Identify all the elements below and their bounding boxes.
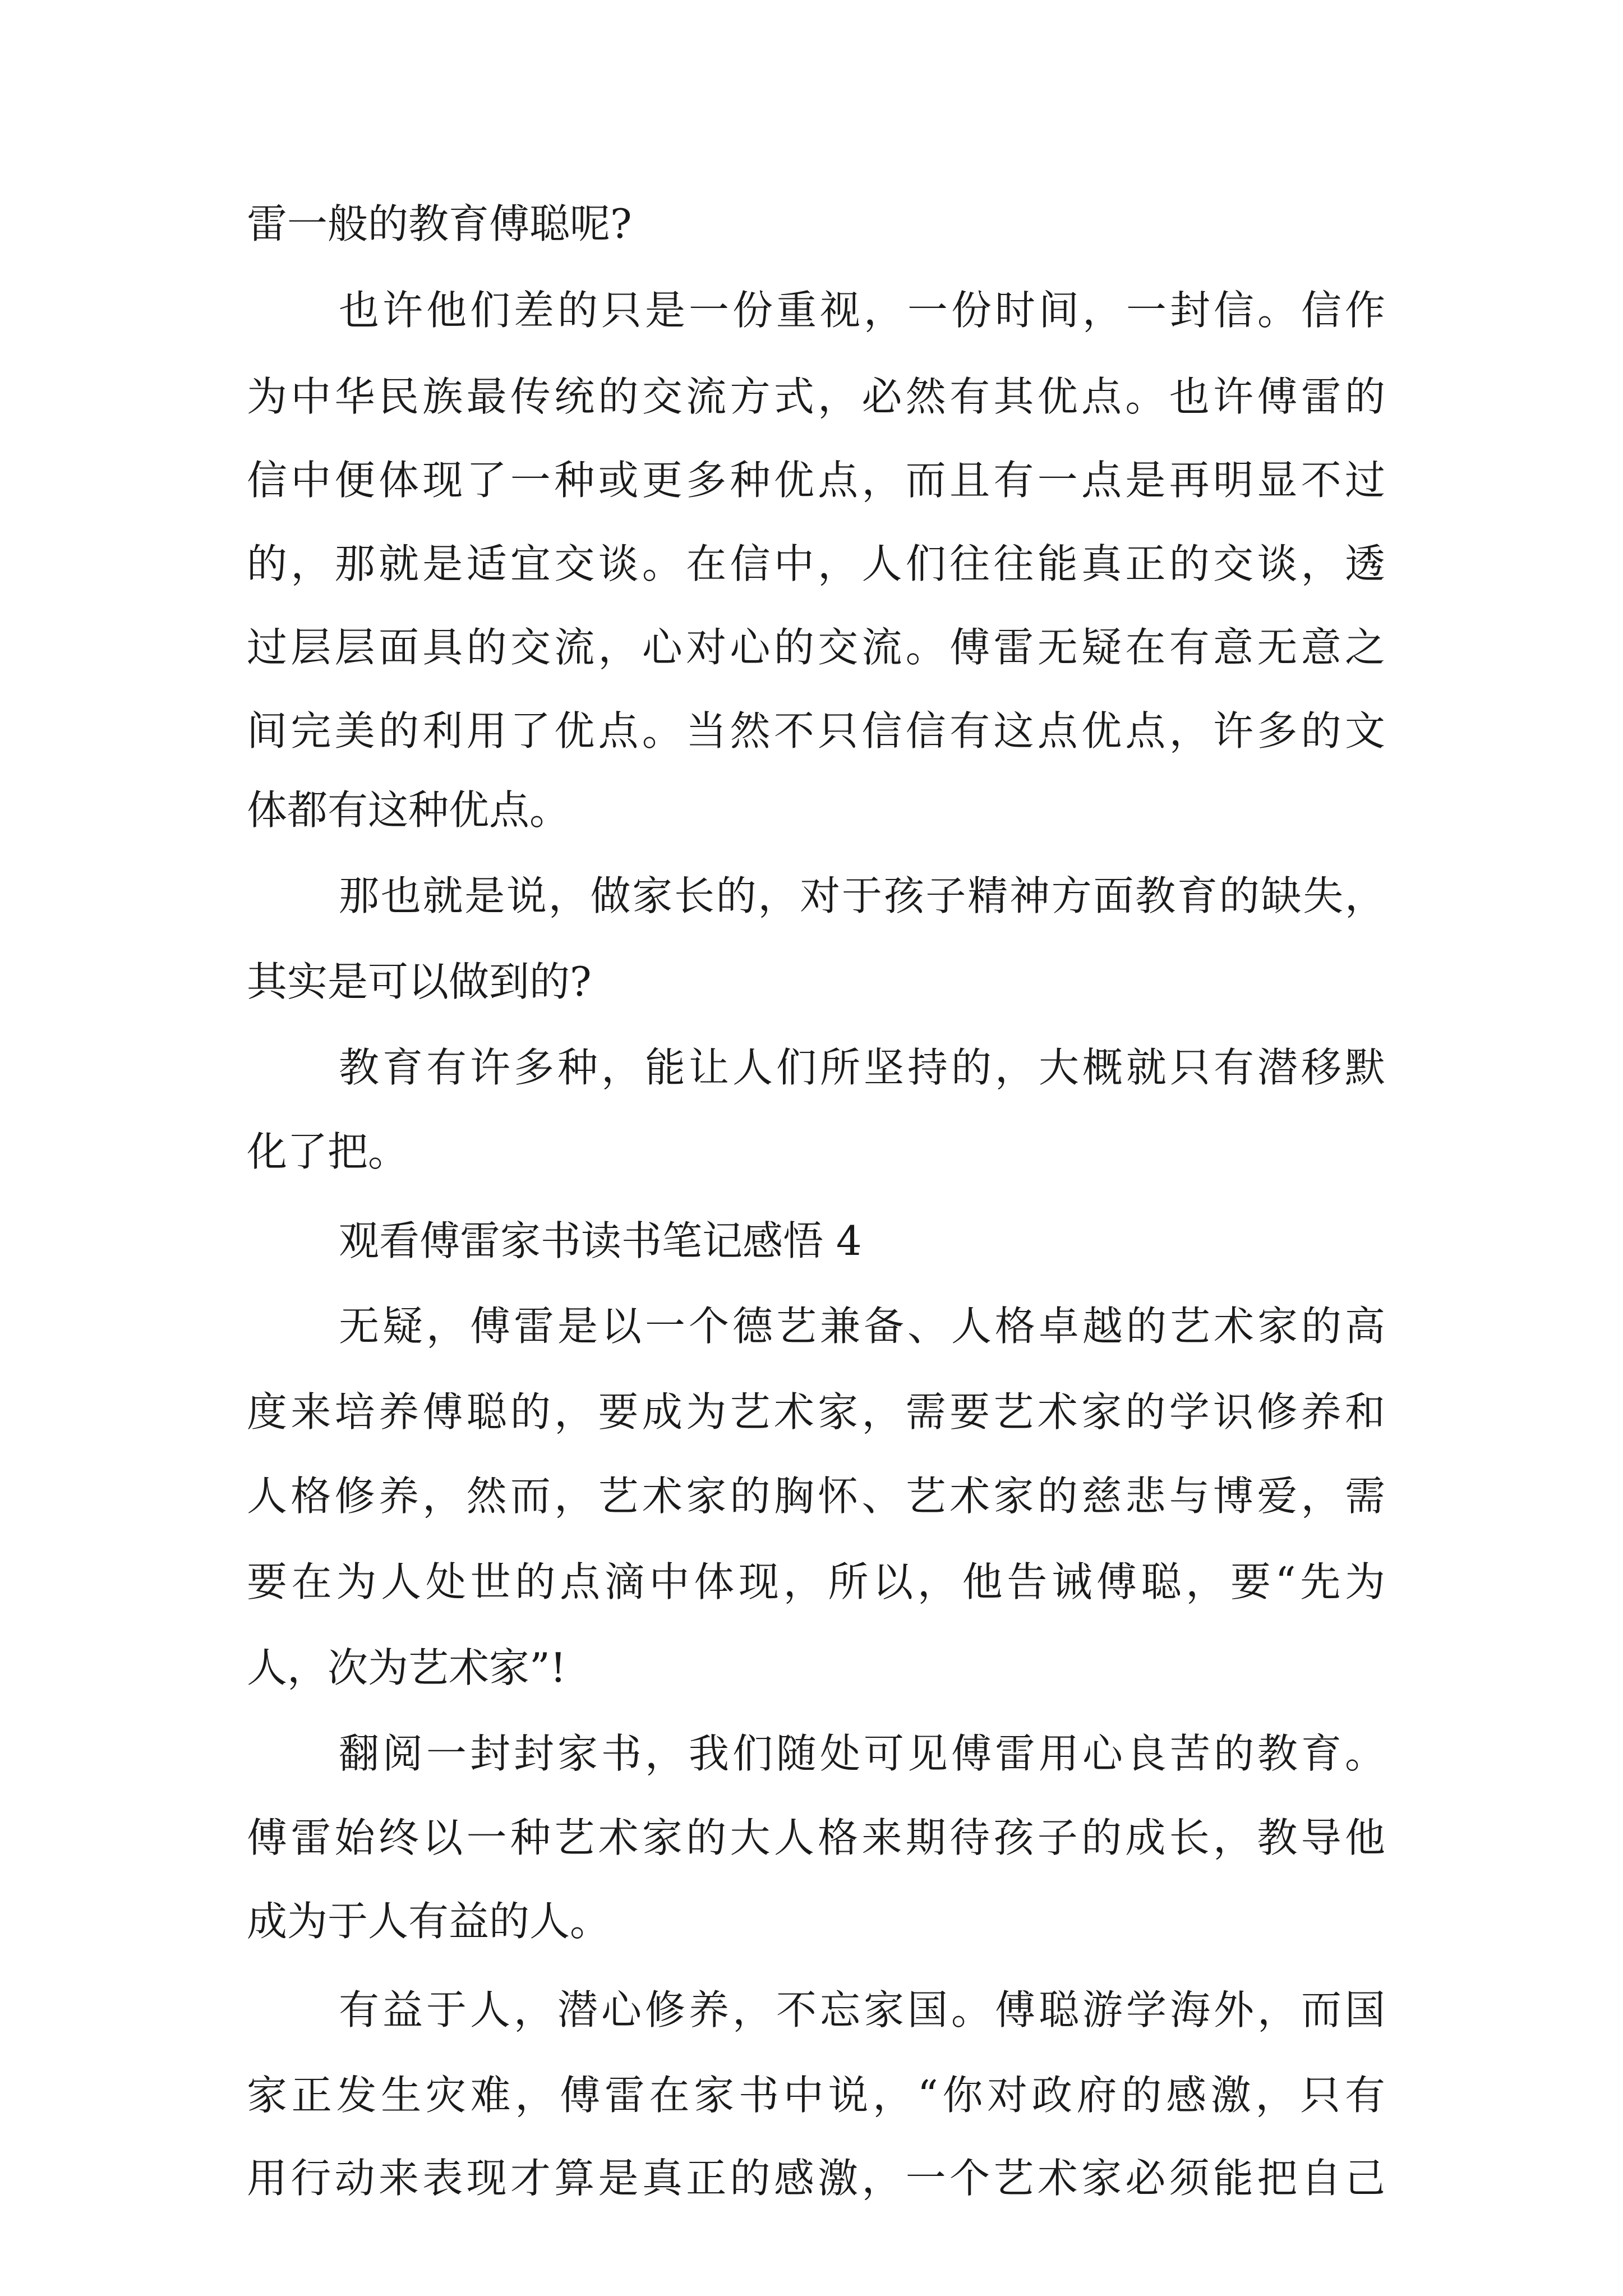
text-line: 有益于人，潜心修养，不忘家国。傅聪游学海外，而国 (339, 1986, 1385, 2033)
text-line: 那也就是说，做家长的，对于孩子精神方面教育的缺失， (339, 872, 1385, 919)
text-line: 度来培养傅聪的，要成为艺术家，需要艺术家的学识修养和 (247, 1388, 1385, 1435)
text-line: 成为于人有益的人。 (247, 1898, 611, 1945)
text-line: 家正发生灾难，傅雷在家书中说，“你对政府的感激，只有 (247, 2072, 1385, 2119)
text-line: 雷一般的教育傅聪呢? (247, 200, 632, 247)
text-line: 体都有这种优点。 (247, 786, 570, 834)
text-line: 过层层面具的交流，心对心的交流。傅雷无疑在有意无意之 (247, 624, 1385, 671)
text-line: 翻阅一封封家书，我们随处可见傅雷用心良苦的教育。 (339, 1730, 1385, 1777)
text-line: 无疑，傅雷是以一个德艺兼备、人格卓越的艺术家的高 (339, 1303, 1385, 1350)
text-line: 化了把。 (247, 1128, 409, 1175)
text-line: 人，次为艺术家”! (247, 1644, 566, 1691)
section-heading: 观看傅雷家书读书笔记感悟 4 (339, 1217, 862, 1264)
text-line: 也许他们差的只是一份重视，一份时间，一封信。信作 (339, 287, 1385, 334)
text-line: 人格修养，然而，艺术家的胸怀、艺术家的慈悲与博爱，需 (247, 1473, 1385, 1520)
text-line: 要在为人处世的点滴中体现，所以，他告诫傅聪，要“先为 (247, 1558, 1385, 1605)
text-line: 的，那就是适宜交谈。在信中，人们往往能真正的交谈，透 (247, 540, 1385, 587)
text-line: 教育有许多种，能让人们所坚持的，大概就只有潜移默 (339, 1044, 1385, 1091)
text-line: 其实是可以做到的? (247, 958, 592, 1005)
text-line: 信中便体现了一种或更多种优点，而且有一点是再明显不过 (247, 457, 1385, 504)
text-line: 傅雷始终以一种艺术家的大人格来期待孩子的成长，教导他 (247, 1814, 1385, 1861)
text-line: 间完美的利用了优点。当然不只信信有这点优点，许多的文 (247, 707, 1385, 754)
text-line: 为中华民族最传统的交流方式，必然有其优点。也许傅雷的 (247, 373, 1385, 420)
text-line: 用行动来表现才算是真正的感激，一个艺术家必须能把自己 (247, 2155, 1385, 2202)
